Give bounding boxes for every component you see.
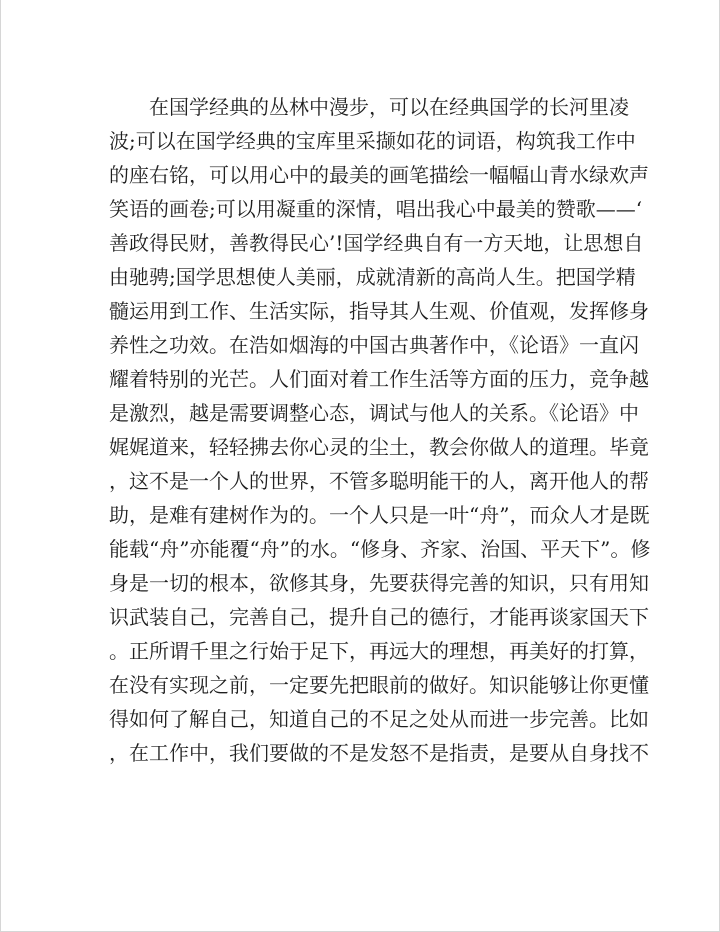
paragraph-line: 。正所谓千里之行始于足下，再远大的理想，再美好的打算， [109, 639, 649, 663]
paragraph-line: 在没有实现之前，一定要先把眼前的做好。知识能够让你更懂 [109, 673, 649, 697]
paragraph-line: 笑语的画卷;可以用凝重的深情，唱出我心中最美的赞歌——‘ [109, 197, 643, 221]
paragraph-line: 在国学经典的丛林中漫步，可以在经典国学的长河里凌 [149, 95, 629, 119]
paragraph-line: 得如何了解自己，知道自己的不足之处从而进一步完善。比如 [109, 707, 649, 731]
paragraph-line: 养性之功效。在浩如烟海的中国古典著作中，《论语》一直闪 [109, 333, 639, 357]
paragraph-line: 的座右铭，可以用心中的最美的画笔描绘一幅幅山青水绿欢声 [109, 163, 649, 187]
paragraph-line: 助，是难有建树作为的。一个人只是一叶“舟”，而众人才是既 [109, 503, 650, 527]
paragraph-line: 波;可以在国学经典的宝库里采撷如花的词语，构筑我工作中 [109, 129, 636, 153]
body-paragraph [109, 90, 651, 770]
paragraph-line: 耀着特别的光芒。人们面对着工作生活等方面的压力，竞争越 [109, 367, 649, 391]
paragraph-line: 能载“舟”亦能覆“舟”的水。“修身、齐家、治国、平天下”。修 [109, 537, 651, 561]
paragraph-line: 髓运用到工作、生活实际，指导其人生观、价值观，发挥修身 [109, 299, 649, 323]
paragraph-line: 是激烈，越是需要调整心态，调试与他人的关系。《论语》中 [109, 401, 639, 425]
paragraph-line: 由驰骋;国学思想使人美丽，成就清新的高尚人生。把国学精 [109, 265, 636, 289]
paragraph-line: 识武装自己，完善自己，提升自己的德行，才能再谈家国天下 [109, 605, 649, 629]
paragraph-line: 娓娓道来，轻轻拂去你心灵的尘土，教会你做人的道理。毕竟 [109, 435, 649, 459]
paragraph-line: ，在工作中，我们要做的不是发怒不是指责，是要从自身找不 [109, 741, 649, 765]
paragraph-line: 善政得民财，善教得民心’!国学经典自有一方天地，让思想自 [109, 231, 644, 255]
paragraph-line: ，这不是一个人的世界，不管多聪明能干的人，离开他人的帮 [109, 469, 649, 493]
paragraph-line: 身是一切的根本，欲修其身，先要获得完善的知识，只有用知 [109, 571, 649, 595]
